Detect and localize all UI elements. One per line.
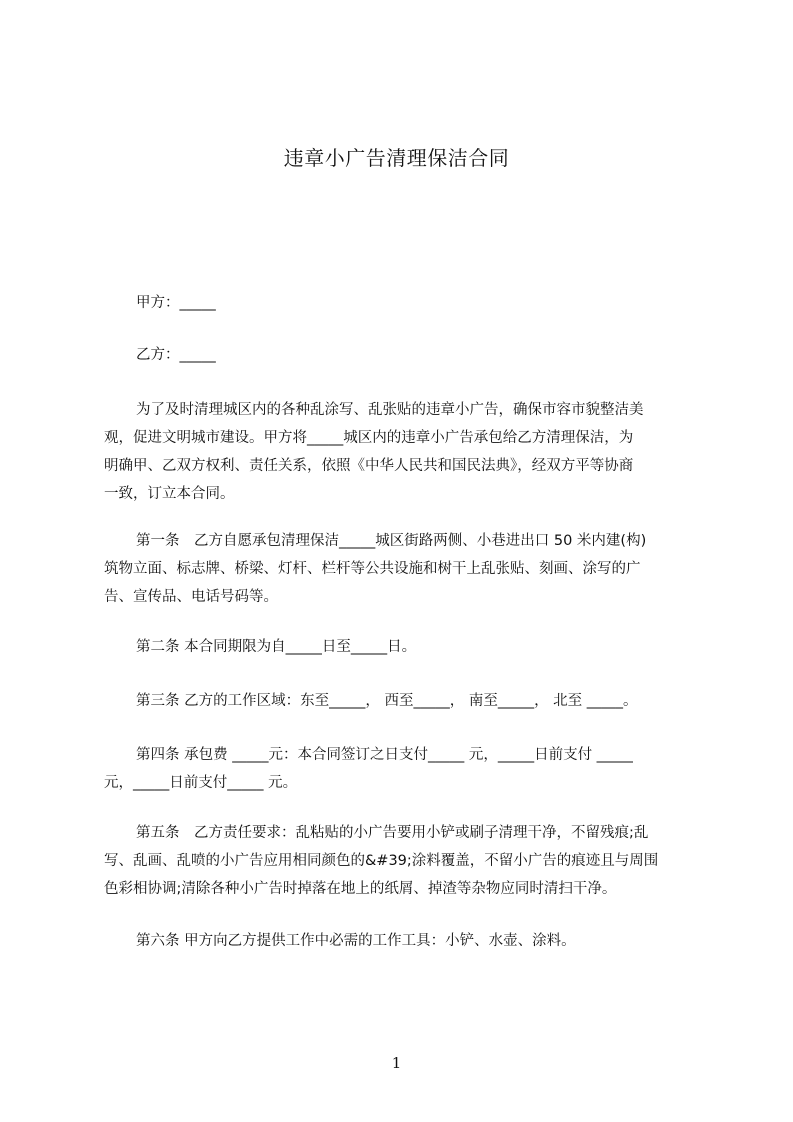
article-2-paragraph [104, 633, 700, 661]
article-1-line: 告、宣传品、电话号码等。 [104, 589, 278, 605]
article-6-text: 第六条 甲方向乙方提供工作中必需的工作工具：小铲、水壶、涂料。 [136, 933, 576, 949]
article-1-line: 第一条 乙方自愿承包清理保洁_____城区街路两侧、小巷进出口 50 米内建(构) [136, 533, 647, 549]
article-3-paragraph [104, 687, 700, 715]
preamble-line: 一致，订立本合同。 [104, 486, 235, 502]
article-6-paragraph [104, 927, 700, 955]
article-4-line: 元，_____日前支付_____ 元。 [104, 775, 298, 791]
party-b-text: 乙方：_____ [136, 347, 216, 363]
article-5-line: 色彩相协调;清除各种小广告时掉落在地上的纸屑、掉渣等杂物应同时清扫干净。 [104, 881, 617, 897]
article-4-paragraph [104, 741, 700, 797]
page-number: 1 [391, 1054, 402, 1072]
preamble-line: 明确甲、乙双方权利、责任关系，依照《中华人民共和国民法典》，经双方平等协商 [104, 458, 634, 474]
article-3-text: 第三条 乙方的工作区域：东至_____， 西至_____， 南至_____， 北至 _____。 [136, 693, 638, 709]
article-2-text: 第二条 本合同期限为自_____日至_____日。 [136, 639, 417, 655]
preamble-paragraph [104, 396, 700, 508]
article-1-paragraph [104, 527, 700, 611]
preamble-line: 为了及时清理城区内的各种乱涂写、乱张贴的违章小广告，确保市容市貌整洁美 [136, 402, 644, 418]
article-5-paragraph [104, 819, 700, 903]
document-title: 违章小广告清理保洁合同 [283, 146, 510, 170]
article-1-line: 筑物立面、标志牌、桥梁、灯杆、栏杆等公共设施和树干上乱张贴、刻画、涂写的广 [104, 561, 641, 577]
article-4-line: 第四条 承包费 _____元：本合同签订之日支付_____ 元，_____日前支付 _____ [136, 747, 633, 763]
party-a-text: 甲方：_____ [136, 295, 216, 311]
party-a-line [104, 289, 700, 317]
article-5-line: 第五条 乙方责任要求：乱粘贴的小广告要用小铲或刷子清理干净，不留残痕;乱 [136, 825, 649, 841]
party-b-line [104, 341, 700, 369]
preamble-line: 观，促进文明城市建设。甲方将_____城区内的违章小广告承包给乙方清理保洁，为 [104, 430, 634, 446]
article-5-line: 写、乱画、乱喷的小广告应用相同颜色的&#39;涂料覆盖，不留小广告的痕迹且与周围 [104, 853, 659, 869]
